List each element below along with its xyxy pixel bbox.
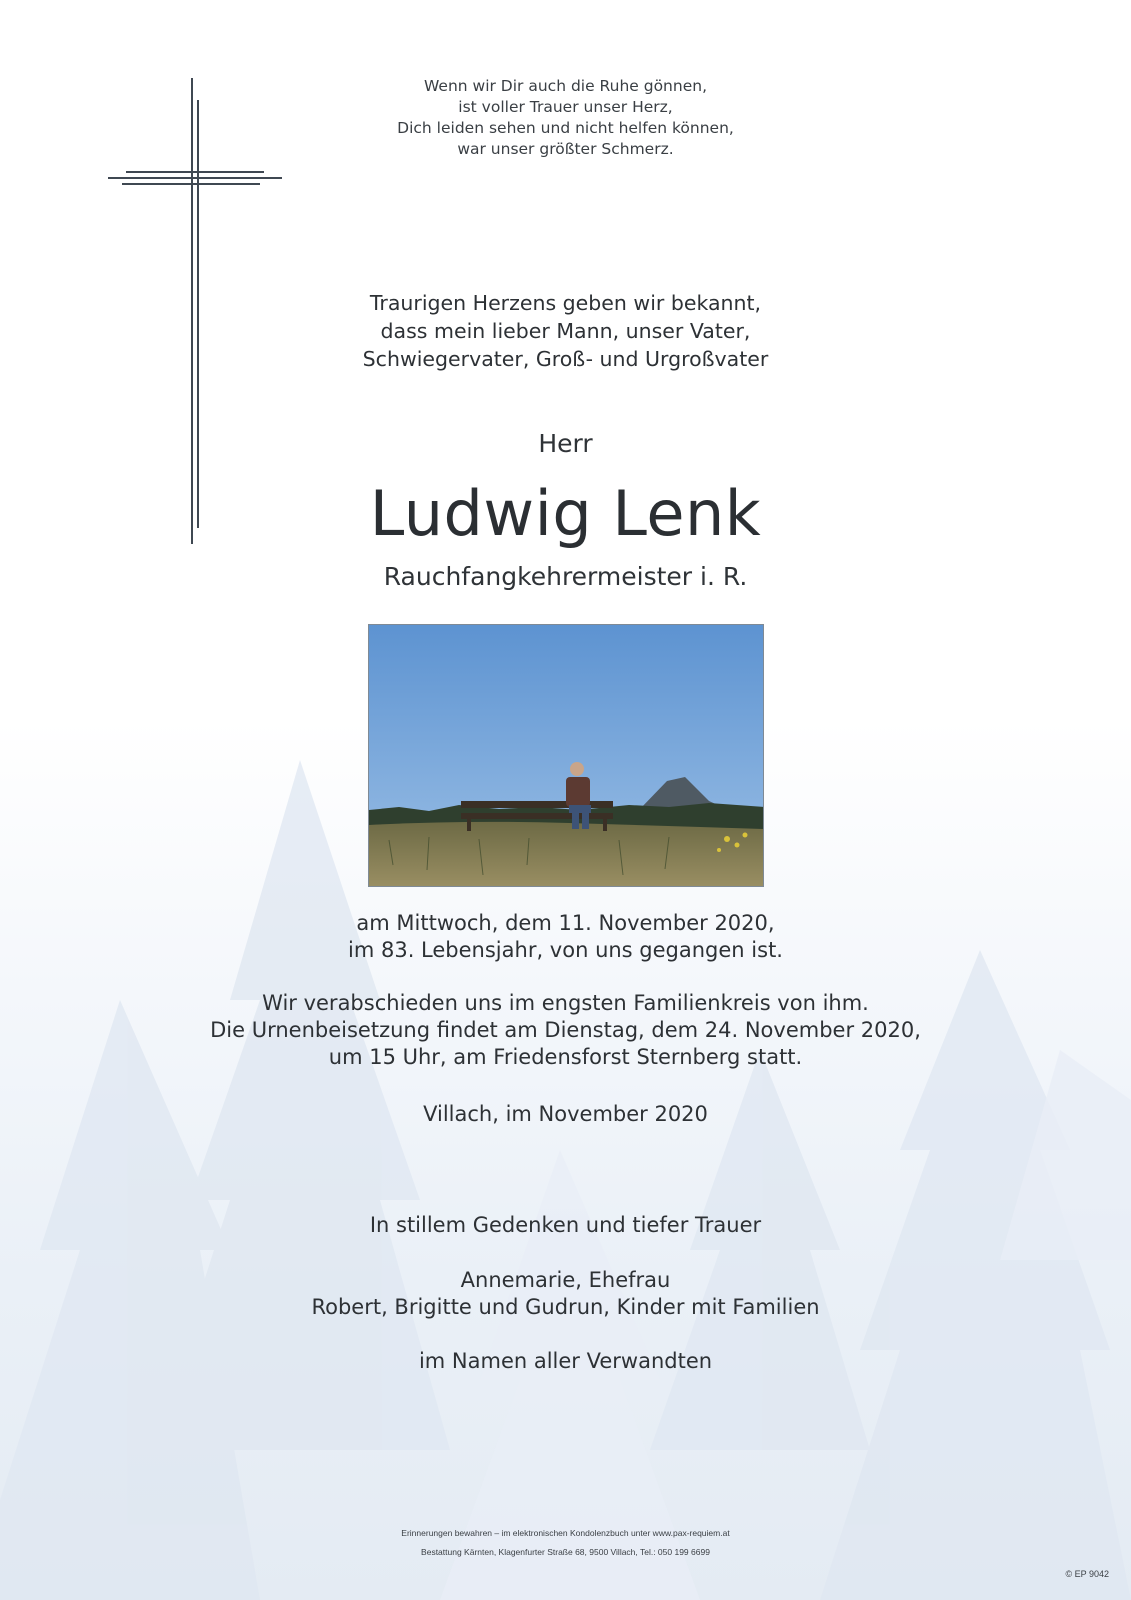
footer-address-line: Bestattung Kärnten, Klagenfurter Straße 68, 9500 Villach, Tel.: 050 199 6699 (421, 1547, 710, 1557)
funeral-line: Die Urnenbeisetzung findet am Dienstag, dem 24. November 2020, (210, 1018, 921, 1042)
relatives-line: im Namen aller Verwandten (418, 1349, 713, 1373)
announcement-intro (0, 289, 1131, 373)
poem (0, 76, 1131, 160)
place-date: Villach, im November 2020 (423, 1102, 708, 1126)
deceased-profession: Rauchfangkehrermeister i. R. (383, 562, 748, 591)
death-line: im 83. Lebensjahr, von uns gegangen ist. (348, 938, 783, 962)
intro-line: Schwiegervater, Groß- und Urgroßvater (362, 347, 769, 371)
footer-condolence-line: Erinnerungen bewahren – im elektronischen Kondolenzbuch unter www.pax-requiem.at (401, 1528, 730, 1538)
poem-line: ist voller Trauer unser Herz, (458, 98, 673, 116)
poem-line: Wenn wir Dir auch die Ruhe gönnen, (424, 77, 707, 95)
document-code: © EP 9042 (1065, 1569, 1109, 1579)
mourning-line: In stillem Gedenken und tiefer Trauer (369, 1213, 762, 1237)
family-line: Annemarie, Ehefrau (460, 1268, 671, 1292)
intro-line: Traurigen Herzens geben wir bekannt, (369, 291, 762, 315)
family-line: Robert, Brigitte und Gudrun, Kinder mit Familien (311, 1295, 820, 1319)
deceased-name: Ludwig Lenk (369, 477, 762, 550)
funeral-details (0, 990, 1131, 1071)
portrait-photo (368, 624, 764, 887)
salutation: Herr (538, 429, 593, 458)
poem-line: war unser größter Schmerz. (457, 140, 674, 158)
funeral-line: um 15 Uhr, am Friedensforst Sternberg statt. (328, 1045, 803, 1069)
death-line: am Mittwoch, dem 11. November 2020, (356, 911, 775, 935)
funeral-line: Wir verabschieden uns im engsten Familienkreis von ihm. (262, 991, 869, 1015)
intro-line: dass mein lieber Mann, unser Vater, (380, 319, 751, 343)
death-notice (0, 910, 1131, 964)
poem-line: Dich leiden sehen und nicht helfen können, (397, 119, 734, 137)
footer (0, 1524, 1131, 1562)
family-members (0, 1267, 1131, 1321)
